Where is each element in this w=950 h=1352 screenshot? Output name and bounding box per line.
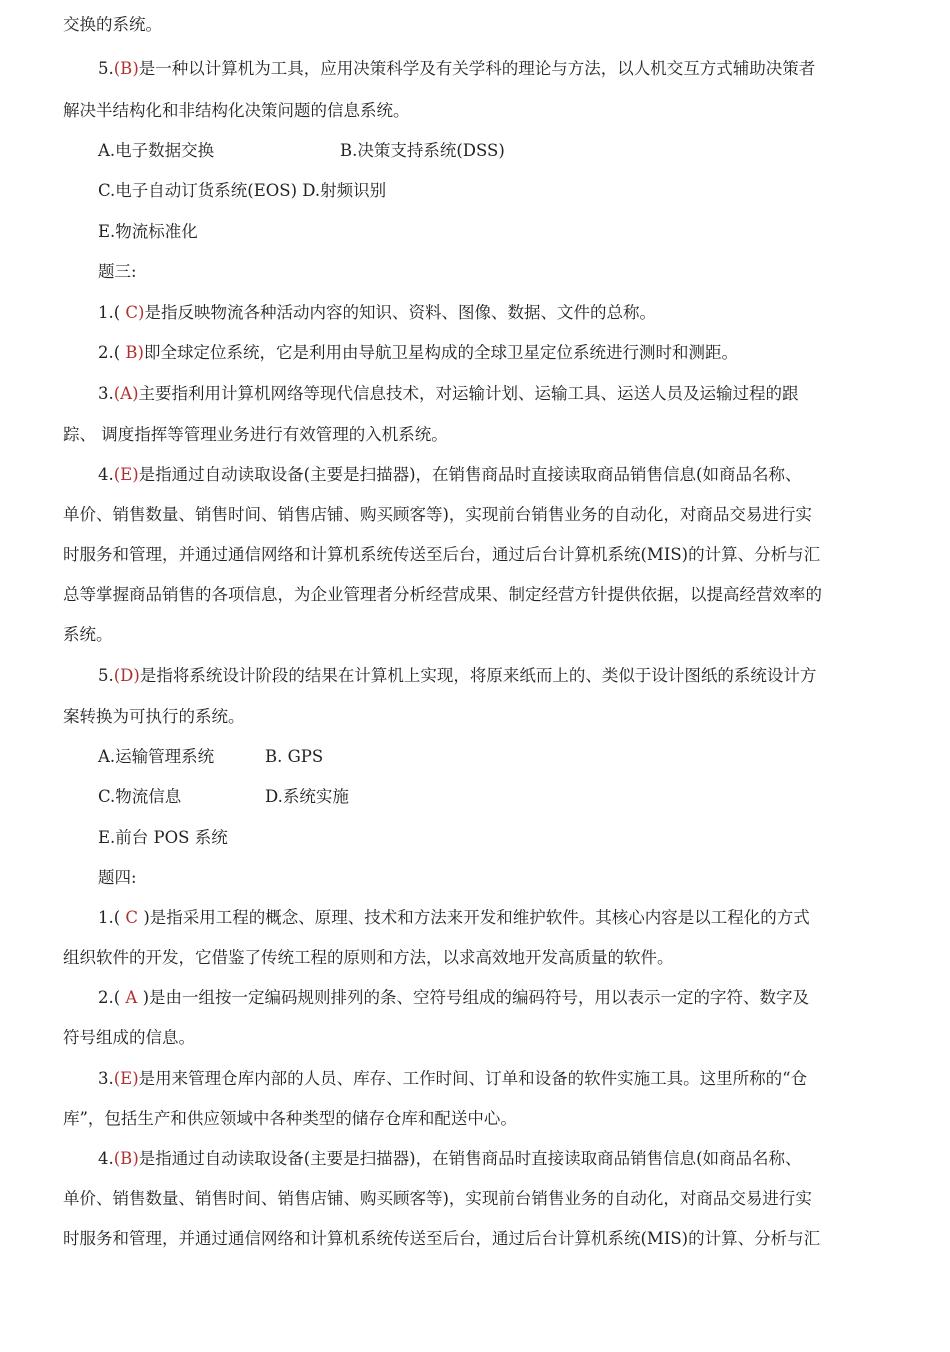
answer-mark: B)	[120, 343, 144, 362]
answer-mark: C	[120, 908, 144, 927]
option-line: C.物流信息	[98, 787, 182, 806]
answer-mark: (A)	[113, 384, 139, 403]
text-line: 案转换为可执行的系统。	[63, 707, 245, 726]
answer-mark: (D)	[113, 666, 140, 685]
option-line: E.前台 POS 系统	[98, 828, 228, 847]
section-heading: 题四:	[98, 868, 137, 887]
text-line: 时服务和管理，并通过通信网络和计算机系统传送至后台，通过后台计算机系统(MIS)的计算、分析与汇	[63, 1229, 821, 1248]
text-line: 库”，包括生产和供应领域中各种类型的储存仓库和配送中心。	[63, 1109, 517, 1128]
option-line: E.物流标准化	[98, 222, 198, 241]
answer-mark: (E)	[113, 465, 139, 484]
option-line: B. GPS	[265, 747, 324, 766]
answer-mark: (B)	[113, 1149, 139, 1168]
question-line: 5.(B)是一种以计算机为工具，应用决策科学及有关学科的理论与方法，以人机交互方式辅助决策者	[98, 59, 816, 78]
question-line: 2.( B)即全球定位系统，它是利用由导航卫星构成的全球卫星定位系统进行测时和测距。	[98, 343, 738, 362]
text-line: 组织软件的开发，它借鉴了传统工程的原则和方法，以求高效地开发高质量的软件。	[63, 948, 674, 967]
question-line: 3.(E)是用来管理仓库内部的人员、库存、工作时间、订单和设备的软件实施工具。这里所称的“仓	[98, 1069, 808, 1088]
answer-mark: C)	[120, 303, 145, 322]
answer-mark: (B)	[113, 59, 139, 78]
question-line: 5.(D)是指将系统设计阶段的结果在计算机上实现，将原来纸而上的、类似于设计图纸的系统设计方	[98, 666, 817, 685]
question-line: 3.(A)主要指利用计算机网络等现代信息技术，对运输计划、运输工具、运送人员及运输过程的跟	[98, 384, 799, 403]
text-line: 单价、销售数量、销售时间、销售店铺、购买顾客等)，实现前台销售业务的自动化，对商品交易进行实	[63, 1189, 812, 1208]
text-line: 踪、 调度指挥等管理业务进行有效管理的入机系统。	[63, 425, 448, 444]
question-line: 1.( C )是指采用工程的概念、原理、技术和方法来开发和维护软件。其核心内容是以工程化的方式	[98, 908, 810, 927]
text-line: 单价、销售数量、销售时间、销售店铺、购买顾客等)，实现前台销售业务的自动化，对商品交易进行实	[63, 505, 812, 524]
option-line: A.电子数据交换	[98, 141, 215, 160]
option-line: C.电子自动订货系统(EOS) D.射频识别	[98, 181, 387, 200]
text-line: 解决半结构化和非结构化决策问题的信息系统。	[63, 101, 410, 120]
text-line: 时服务和管理，并通过通信网络和计算机系统传送至后台，通过后台计算机系统(MIS)的计算、分析与汇	[63, 545, 821, 564]
text-line: 系统。	[63, 625, 113, 644]
answer-mark: A	[120, 988, 143, 1007]
text-line: 总等掌握商品销售的各项信息，为企业管理者分析经营成果、制定经营方针提供依据，以提高经营效率的	[63, 585, 822, 604]
option-line: A.运输管理系统	[98, 747, 215, 766]
option-line: D.系统实施	[265, 787, 349, 806]
text-line: 符号组成的信息。	[63, 1028, 195, 1047]
question-line: 4.(E)是指通过自动读取设备(主要是扫描器)，在销售商品时直接读取商品销售信息(如商品名称、	[98, 465, 802, 484]
question-line: 2.( A )是由一组按一定编码规则排列的条、空符号组成的编码符号，用以表示一定的字符、数字及	[98, 988, 810, 1007]
question-line: 4.(B)是指通过自动读取设备(主要是扫描器)，在销售商品时直接读取商品销售信息(如商品名称、	[98, 1149, 802, 1168]
option-line: B.决策支持系统(DSS)	[340, 141, 505, 160]
question-line: 1.( C)是指反映物流各种活动内容的知识、资料、图像、数据、文件的总称。	[98, 303, 656, 322]
section-heading: 题三:	[98, 262, 137, 281]
answer-mark: (E)	[113, 1069, 139, 1088]
text-line: 交换的系统。	[63, 15, 162, 34]
